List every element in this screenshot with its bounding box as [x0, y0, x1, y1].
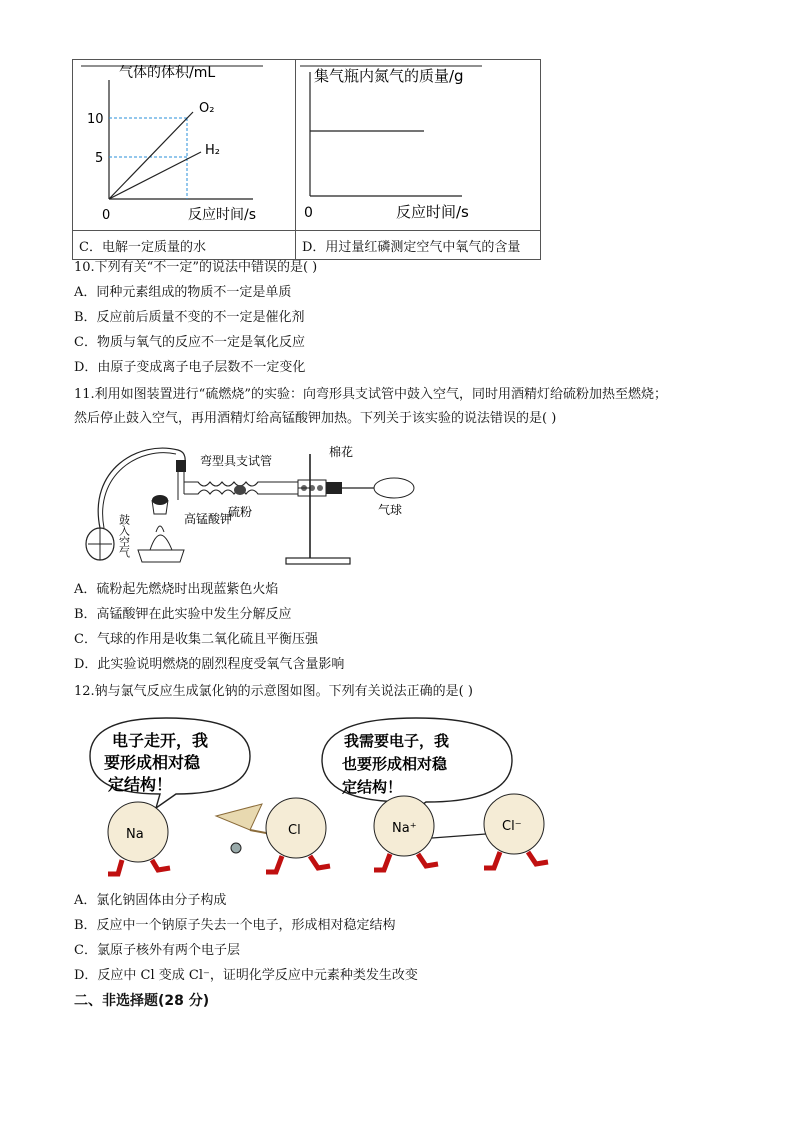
q10-stem: 10.下列有关“不一定”的说法中错误的是( ) — [74, 260, 318, 275]
chart-c-legend-o2: O₂ — [199, 101, 215, 116]
q11-stem-line2: 然后停止鼓入空气，再用酒精灯给高锰酸钾加热。下列关于该实验的说法错误的是( ) — [74, 411, 557, 426]
label-tube: 弯型具支试管 — [200, 454, 273, 468]
na-ion-label: Na⁺ — [392, 821, 417, 836]
q12-option-d: D．反应中 Cl 变成 Cl⁻，证明化学反应中元素种类发生改变 — [74, 968, 418, 983]
q10-option-b: B．反应前后质量不变的不一定是催化剂 — [74, 310, 305, 325]
q12-option-a: A．氯化钠固体由分子构成 — [74, 893, 227, 908]
chart-d-x-label: 反应时间/s — [396, 203, 469, 221]
caption-c: C．电解一定质量的水 — [73, 231, 296, 260]
q10-option-c: C．物质与氧气的反应不一定是氧化反应 — [74, 335, 305, 350]
chart-d-cell — [296, 60, 541, 231]
chart-d-origin: 0 — [304, 205, 313, 221]
chart-c-ytick-5: 5 — [95, 151, 104, 166]
chart-c-series-o2 — [109, 112, 193, 199]
q11-option-b: B．高锰酸钾在此实验中发生分解反应 — [74, 607, 292, 622]
chart-c-y-label: 气体的体积/mL — [119, 65, 216, 81]
stopper-icon — [176, 460, 186, 472]
q12-stem: 12.钠与氯气反应生成氯化钠的示意图如图。下列有关说法正确的是( ) — [74, 684, 473, 699]
label-air-in: 鼓入空气 — [117, 514, 131, 558]
chart-d — [296, 60, 540, 226]
na-label: Na — [126, 827, 144, 842]
q11-stem-line1: 11.利用如图装置进行“硫燃烧”的实验：向弯形具支试管中鼓入空气，同时用酒精灯给硫粉加热至燃烧； — [74, 387, 667, 402]
q12-cartoon — [86, 712, 586, 882]
alcohol-lamp-icon — [150, 535, 172, 550]
chart-c-cell — [73, 60, 296, 231]
q11-option-c: C．气球的作用是收集二氧化硫且平衡压强 — [74, 632, 318, 647]
caption-d: D．用过量红磷测定空气中氧气的含量 — [296, 231, 541, 260]
bubble-left-line2: 要形成相对稳 — [104, 753, 201, 772]
q12-option-b: B．反应中一个钠原子失去一个电子，形成相对稳定结构 — [74, 918, 396, 933]
q10-option-d: D．由原子变成离子电子层数不一定变化 — [74, 360, 306, 375]
label-balloon: 气球 — [378, 503, 403, 517]
chart-c-x-label: 反应时间/s — [188, 207, 257, 223]
chart-c-legend-h2: H₂ — [205, 143, 220, 158]
bent-tube — [184, 482, 304, 486]
sulfur-icon — [234, 485, 246, 495]
section-title: 二、非选择题(28 分) — [74, 993, 210, 1009]
q11-option-d: D．此实验说明燃烧的剧烈程度受氧气含量影响 — [74, 657, 345, 672]
figure-table — [72, 59, 541, 260]
bubble-right-line1: 我需要电子，我 — [344, 732, 450, 750]
bubble-left-line1: 电子走开，我 — [112, 731, 209, 750]
bubble-right-line3: 定结构！ — [342, 778, 403, 796]
q11-option-a: A．硫粉起先燃烧时出现蓝紫色火焰 — [74, 582, 279, 597]
label-cotton: 棉花 — [329, 445, 354, 459]
cl-ion-label: Cl⁻ — [502, 819, 522, 834]
label-kmno4: 高锰酸钾 — [184, 512, 233, 526]
chart-c-origin: 0 — [102, 208, 111, 223]
bubble-right-line2: 也要形成相对稳 — [342, 755, 448, 773]
bubble-left-line3: 定结构！ — [108, 775, 173, 794]
net-icon — [216, 804, 262, 830]
q10-option-a: A．同种元素组成的物质不一定是单质 — [74, 285, 292, 300]
balloon-icon — [374, 478, 414, 498]
label-sulfur: 硫粉 — [228, 505, 253, 519]
q11-apparatus-diagram — [78, 440, 438, 570]
chart-c-ytick-10: 10 — [87, 112, 104, 127]
chart-c — [73, 60, 295, 226]
cl-label: Cl — [288, 823, 301, 838]
kmno4-icon — [152, 495, 168, 505]
electron-icon — [231, 843, 241, 853]
q12-option-c: C．氯原子核外有两个电子层 — [74, 943, 240, 958]
chart-d-y-label: 集气瓶内氮气的质量/g — [314, 67, 464, 85]
